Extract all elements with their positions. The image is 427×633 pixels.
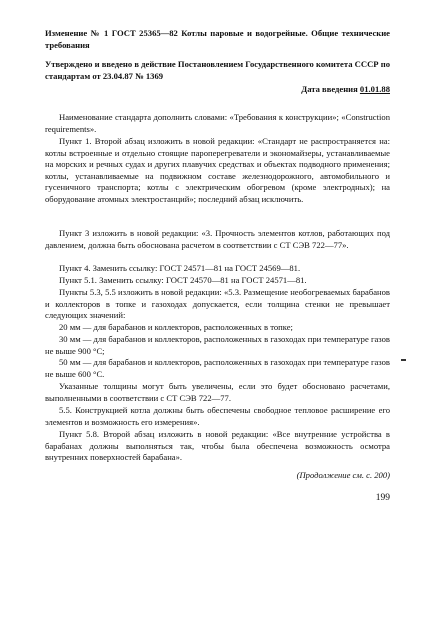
effective-date bbox=[45, 84, 390, 96]
effective-date-label: Дата введения bbox=[301, 84, 358, 94]
paragraph-point-5-1: Пункт 5.1. Заменить ссылку: ГОСТ 24570—81 на ГОСТ 24571—81. bbox=[59, 275, 307, 285]
paragraph-point-1: Пункт 1. Второй абзац изложить в новой редакции: «Стандарт не распространяется на: котлы встроенные и отдельно стоящие пароперегреватели и экономайзеры, устанавливаемые на морских и речных судах и других плавучих средствах и объектах подводного применения; котлы, устанавливаемые на подвижном составе железнодорожного, автомобильного и гусеничного транспорта; котлы с электрическим обогревом (кроме электродных); на оборудование атомных электростанций»; последний абзац исключить. bbox=[45, 136, 390, 204]
paragraph-thickness-50: 50 мм — для барабанов и коллекторов, расположенных в газоходах при температуре газов не выше 600 °С. bbox=[45, 357, 390, 379]
paragraph-point-5-8: Пункт 5.8. Второй абзац изложить в новой редакции: «Все внутренние устройства в барабанах должны выполняться так, чтобы была обеспечена возможность осмотра внутренних поверхностей барабана». bbox=[45, 429, 390, 463]
effective-date-value: 01.01.88 bbox=[359, 84, 390, 94]
paragraph-title-addition: Наименование стандарта дополнить словами: «Требования к конструкции»; «Construction requirements». bbox=[45, 112, 390, 134]
paragraph-point-3: Пункт 3 изложить в новой редакции: «3. Прочность элементов котлов, работающих под давлением, должна быть обоснована расчетом в соответствии с СТ СЭВ 722—77». bbox=[45, 228, 390, 250]
paragraph-thickness-increase: Указанные толщины могут быть увеличены, если это будет обосновано расчетами, выполненными в соответствии с СТ СЭВ 722—77. bbox=[45, 381, 390, 403]
paragraph-points-5-3-5-5: Пункты 5.3, 5.5 изложить в новой редакции: «5.3. Размещение необогреваемых барабанов и коллекторов в топке и газоходах допускается, если толщина стенки не превышает следующих значений: bbox=[45, 287, 390, 321]
page-number: 199 bbox=[375, 493, 390, 503]
approval-statement: Утверждено и введено в действие Постановлением Государственного комитета СССР по стандартам от 23.04.87 № 1369 bbox=[45, 59, 390, 81]
paragraph-point-5-5: 5.5. Конструкцией котла должны быть обеспечены свободное тепловое расширение его элементов и возможность его измерения». bbox=[45, 405, 390, 427]
margin-mark bbox=[401, 359, 406, 361]
paragraph-thickness-20: 20 мм — для барабанов и коллекторов, расположенных в топке; bbox=[59, 322, 293, 332]
continuation-note: (Продолжение см. с. 200) bbox=[296, 470, 390, 480]
amendment-title: Изменение № 1 ГОСТ 25365—82 Котлы паровые и водогрейные. Общие технические требования bbox=[45, 28, 390, 50]
paragraph-thickness-30: 30 мм — для барабанов и коллекторов, расположенных в газоходах при температуре газов не выше 900 °С; bbox=[45, 334, 390, 356]
paragraph-point-4: Пункт 4. Заменить ссылку: ГОСТ 24571—81 на ГОСТ 24569—81. bbox=[59, 263, 301, 273]
